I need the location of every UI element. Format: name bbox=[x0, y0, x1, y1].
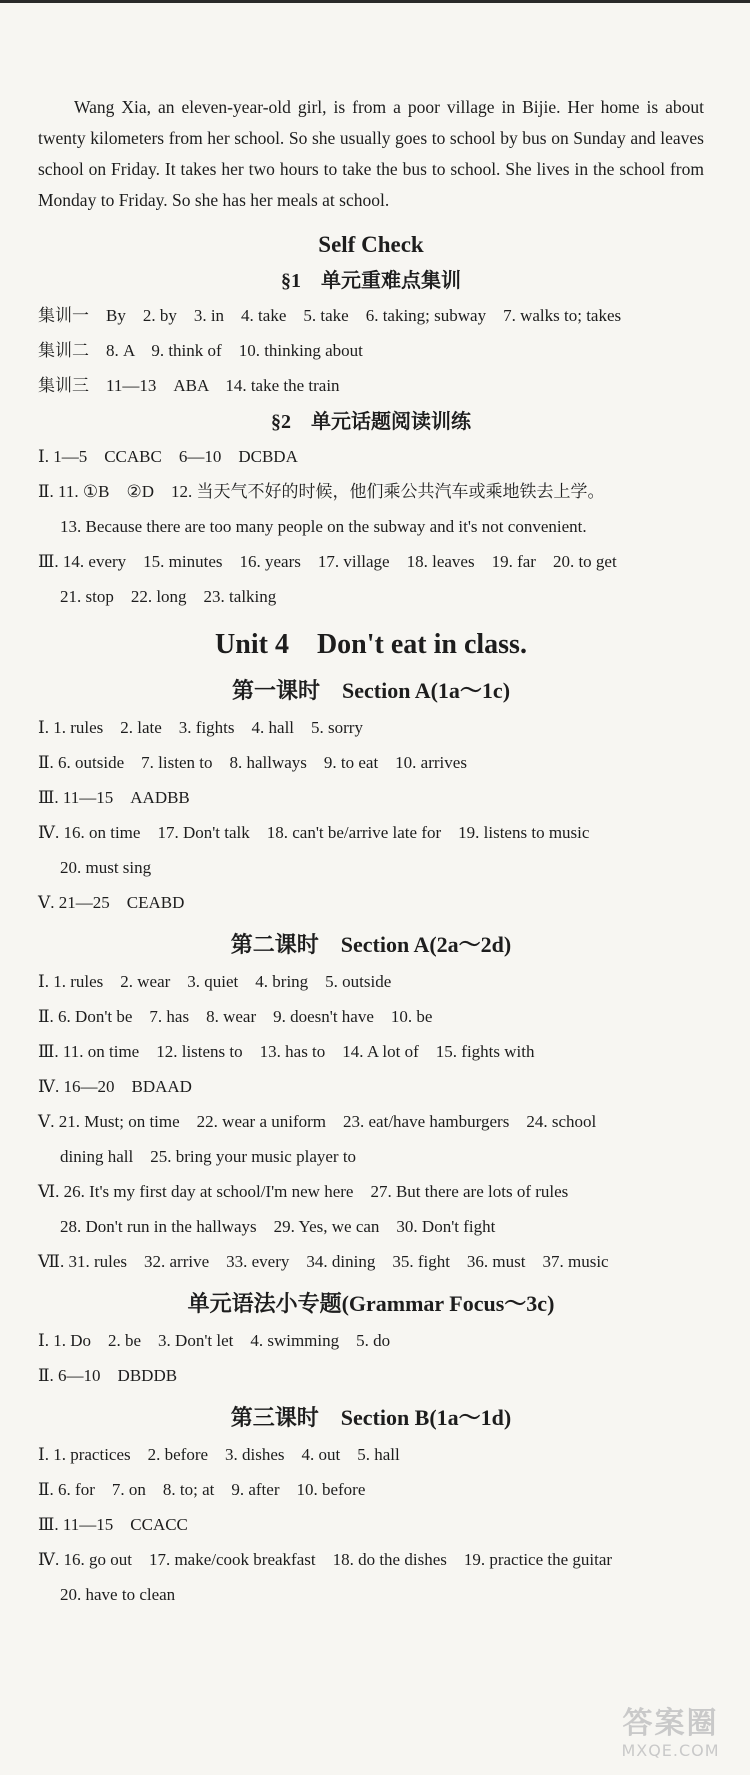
section2-title: §2 单元话题阅读训练 bbox=[271, 411, 471, 433]
answer-row: 13. Because there are too many people on the subway and it's not convenient. bbox=[60, 517, 587, 536]
answer-row: 集训二 8. A 9. think of 10. thinking about bbox=[38, 341, 363, 360]
self-check-title: Self Check bbox=[318, 232, 424, 257]
grammar-title: 单元语法小专题(Grammar Focus～3c) bbox=[187, 1291, 555, 1316]
answer-row: 20. must sing bbox=[60, 858, 152, 877]
lesson2-title: 第二课时 Section A(2a～2d) bbox=[230, 932, 512, 957]
watermark-url: MXQE.COM bbox=[621, 1741, 720, 1760]
answer-row: Ⅲ. 11—15 CCACC bbox=[38, 1515, 188, 1534]
answer-row: Ⅰ. 1. rules 2. wear 3. quiet 4. bring 5. outside bbox=[38, 972, 392, 991]
answer-row: Ⅱ. 11. ①B ②D 12. 当天气不好的时候，他们乘公共汽车或乘地铁去上学。 bbox=[38, 482, 605, 501]
answer-row: Ⅲ. 14. every 15. minutes 16. years 17. village 18. leaves 19. far 20. to get bbox=[38, 552, 617, 571]
lesson3-title: 第三课时 Section B(1a～1d) bbox=[230, 1405, 512, 1430]
answer-row: Ⅳ. 16. on time 17. Don't talk 18. can't be/arrive late for 19. listens to music bbox=[38, 823, 590, 842]
lesson1-title: 第一课时 Section A(1a～1c) bbox=[231, 678, 511, 703]
answer-row: Ⅳ. 16—20 BDAAD bbox=[38, 1077, 192, 1096]
answer-row: 21. stop 22. long 23. talking bbox=[60, 587, 277, 606]
answer-row: Ⅳ. 16. go out 17. make/cook breakfast 18. do the dishes 19. practice the guitar bbox=[38, 1550, 613, 1569]
answer-row: 28. Don't run in the hallways 29. Yes, we can 30. Don't fight bbox=[60, 1217, 496, 1236]
answer-row: Ⅰ. 1—5 CCABC 6—10 DCBDA bbox=[38, 447, 298, 466]
unit-title: Unit 4 Don't eat in class. bbox=[215, 629, 527, 660]
answer-row: 20. have to clean bbox=[60, 1585, 176, 1604]
answer-row: Ⅴ. 21—25 CEABD bbox=[38, 893, 185, 912]
answer-row: Ⅰ. 1. Do 2. be 3. Don't let 4. swimming 5. do bbox=[38, 1331, 391, 1350]
answer-row: Ⅵ. 26. It's my first day at school/I'm new here 27. But there are lots of rules bbox=[38, 1182, 569, 1201]
answer-row: Ⅴ. 21. Must; on time 22. wear a uniform 23. eat/have hamburgers 24. school bbox=[38, 1112, 597, 1131]
answer-row: Ⅲ. 11. on time 12. listens to 13. has to 14. A lot of 15. fights with bbox=[38, 1042, 535, 1061]
answer-row: dining hall 25. bring your music player to bbox=[60, 1147, 357, 1166]
answer-row: 集训一 By 2. by 3. in 4. take 5. take 6. taking; subway 7. walks to; takes bbox=[38, 306, 622, 325]
intro-paragraph: Wang Xia, an eleven-year-old girl, is from a poor village in Bijie. Her home is about twenty kilometers from her school. So she usually goes to school by bus on Sunday and leaves school on Friday. It takes her two hours to take the bus to school. She lives in the school from Monday to Friday. So she has her meals at school. bbox=[38, 97, 704, 210]
answer-row: Ⅰ. 1. practices 2. before 3. dishes 4. out 5. hall bbox=[38, 1445, 400, 1464]
answer-row: 集训三 11—13 ABA 14. take the train bbox=[38, 376, 340, 395]
section1-title: §1 单元重难点集训 bbox=[281, 270, 461, 292]
answer-row: Ⅱ. 6. outside 7. listen to 8. hallways 9. to eat 10. arrives bbox=[38, 753, 467, 772]
answer-row: Ⅱ. 6. for 7. on 8. to; at 9. after 10. before bbox=[38, 1480, 366, 1499]
answer-row: Ⅱ. 6—10 DBDDB bbox=[38, 1366, 178, 1385]
answer-row: Ⅶ. 31. rules 32. arrive 33. every 34. dining 35. fight 36. must 37. music bbox=[38, 1252, 609, 1271]
top-border bbox=[0, 0, 750, 3]
answer-row: Ⅲ. 11—15 AADBB bbox=[38, 788, 190, 807]
site-watermark bbox=[603, 1707, 738, 1767]
answer-row: Ⅱ. 6. Don't be 7. has 8. wear 9. doesn't have 10. be bbox=[38, 1007, 433, 1026]
answer-page bbox=[38, 92, 704, 1612]
watermark-logo: 答案圈 bbox=[622, 1706, 719, 1741]
answer-row: Ⅰ. 1. rules 2. late 3. fights 4. hall 5. sorry bbox=[38, 718, 363, 737]
